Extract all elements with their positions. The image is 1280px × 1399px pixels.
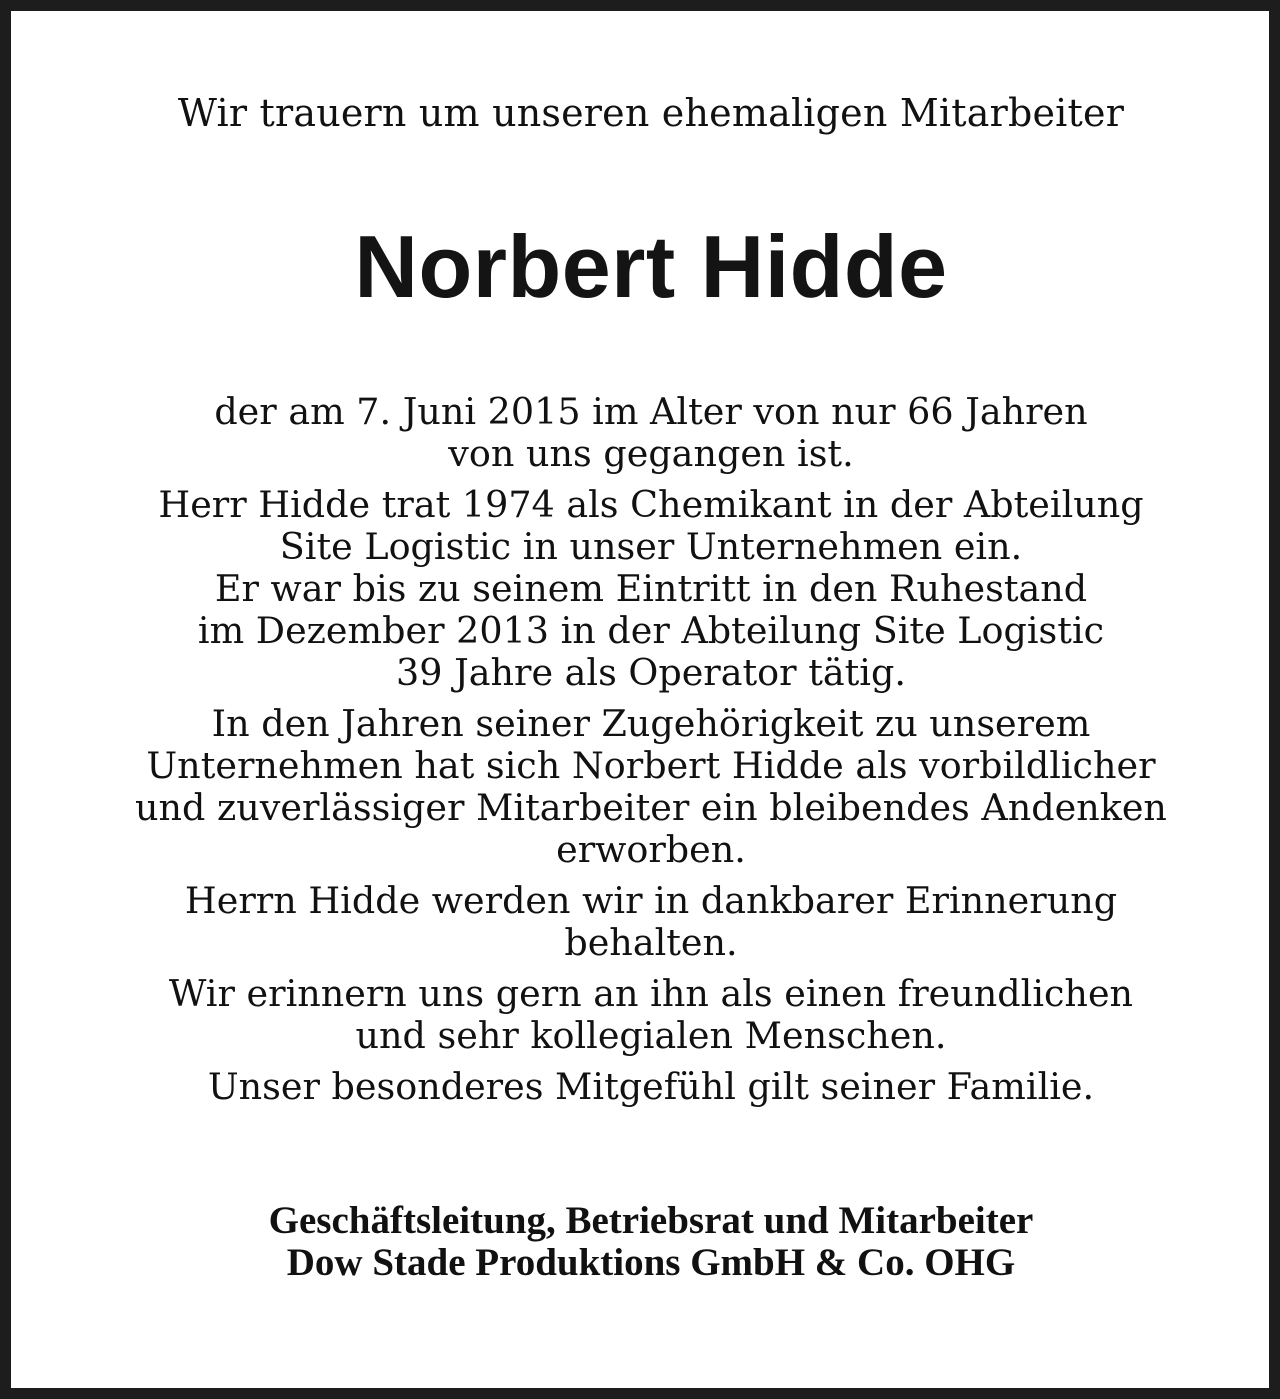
text-line: Site Logistic in unser Unternehmen ein. [279,525,1023,568]
paragraph-character [71,973,1231,1057]
intro-line: Wir trauern um unseren ehemaligen Mitarbeiter [177,91,1125,135]
text-line: 39 Jahre als Operator tätig. [396,651,906,694]
text-line: im Dezember 2013 in der Abteilung Site Logistic [197,609,1105,652]
notice-body [71,391,1231,1117]
text-line: der am 7. Juni 2015 im Alter von nur 66 Jahren [214,390,1088,433]
text-line: von uns gegangen ist. [448,432,854,475]
text-line: Er war bis zu seinem Eintritt in den Ruhestand [214,567,1088,610]
text-line: und zuverlässiger Mitarbeiter ein bleibendes Andenken [135,786,1167,829]
text-line: In den Jahren seiner Zugehörigkeit zu unserem [211,702,1091,745]
text-line: Herr Hidde trat 1974 als Chemikant in der Abteilung [158,483,1144,526]
signature-block [11,1200,1280,1284]
paragraph-remembrance [71,880,1231,964]
text-line: Unternehmen hat sich Norbert Hidde als vorbildlicher [146,744,1156,787]
paragraph-career [71,484,1231,694]
text-line: erworben. [556,828,746,871]
text-line: Herrn Hidde werden wir in dankbarer Erinnerung [184,879,1118,922]
paragraph-merits [71,703,1231,871]
paragraph-condolence [71,1066,1231,1108]
text-line: behalten. [564,921,738,964]
signature-line-1: Geschäftsleitung, Betriebsrat und Mitarbeiter [268,1199,1034,1242]
text-line: Wir erinnern uns gern an ihn als einen freundlichen [168,972,1134,1015]
deceased-name: Norbert Hidde [354,217,948,316]
paragraph-passing [71,391,1231,475]
text-line: und sehr kollegialen Menschen. [355,1014,947,1057]
signature-line-2: Dow Stade Produktions GmbH & Co. OHG [286,1241,1016,1284]
text-line: Unser besonderes Mitgefühl gilt seiner Familie. [207,1065,1095,1108]
